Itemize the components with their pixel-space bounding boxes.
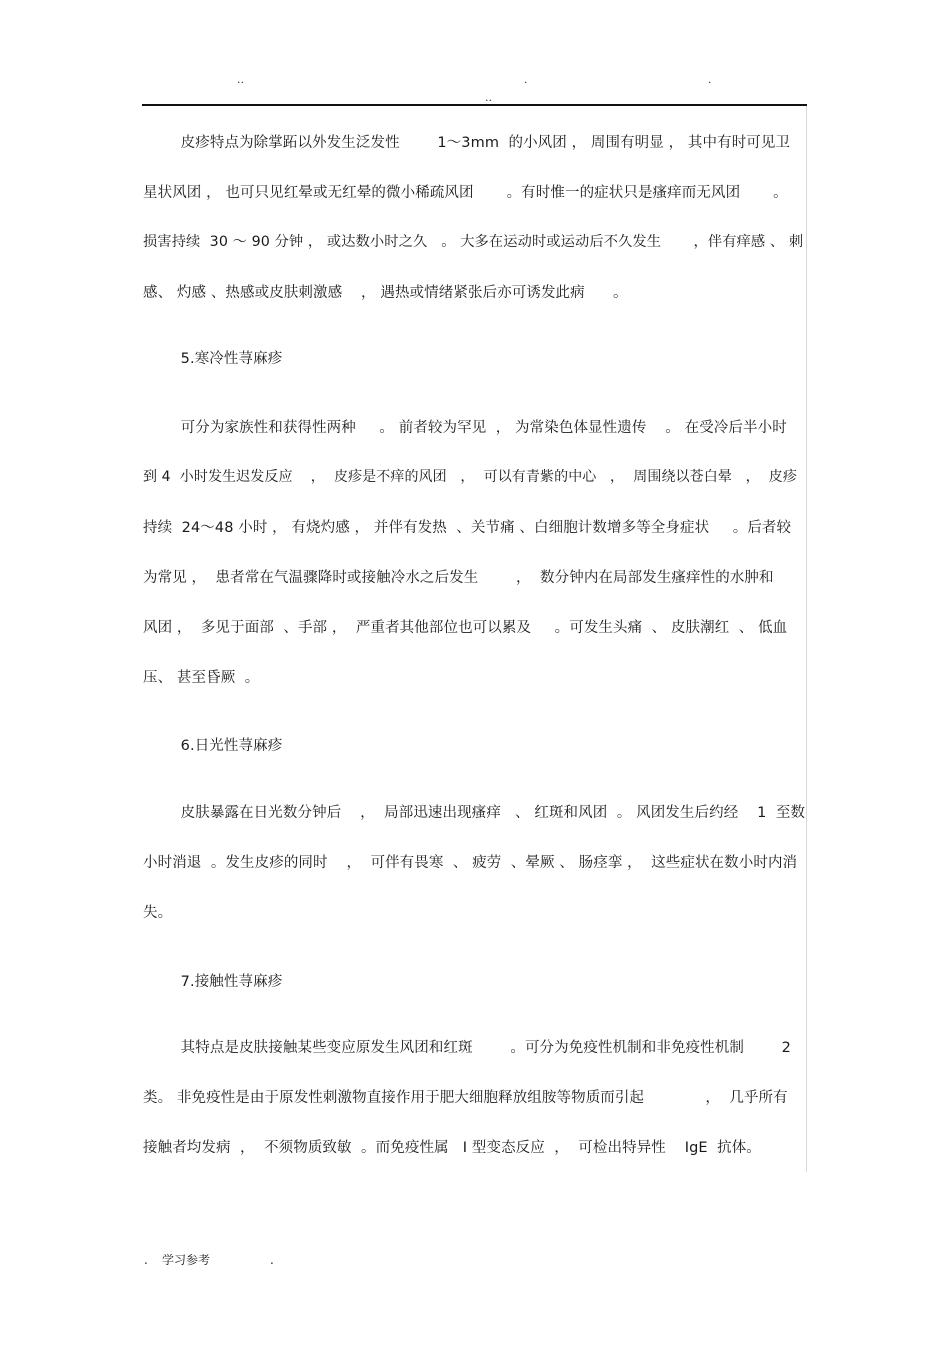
body-line: 类。 非免疫性是由于原发性刺激物直接作用于肥大细胞释放组胺等物质而引起 ， 几乎所有: [143, 1090, 788, 1106]
body-line: 皮肤暴露在日光数分钟后 ， 局部迅速出现瘙痒 、 红斑和风团 。 风团发生后约经 1 至数: [143, 805, 806, 821]
footer-dot-right: .: [270, 1253, 274, 1267]
footer-label: 学习参考: [162, 1253, 211, 1267]
body-line: 感、 灼感 、热感或皮肤刺激感 ， 遇热或情绪紧张后亦可诱发此病 。: [143, 285, 628, 301]
body-line: 可分为家族性和获得性两种 。 前者较为罕见 ， 为常染色体显性遗传 。 在受冷后半小时: [143, 420, 787, 436]
body-line: 压、 甚至昏厥 。: [143, 670, 260, 686]
header-dots-left: ..: [237, 73, 244, 86]
body-line: 风团 ， 多见于面部 、手部 ， 严重者其他部位也可以累及 。可发生头痛 、 皮肤潮红 、 低血: [143, 620, 788, 636]
body-line: 接触者均发病 ， 不须物质致敏 。而免疫性属 Ⅰ 型变态反应 ， 可检出特异性 IgE 抗体。: [143, 1140, 761, 1156]
body-line: 持续 24～48 小时 ， 有烧灼感 ， 并伴有发热 、关节痛 、白细胞计数增多等全身症状 。后者较: [143, 520, 792, 536]
section-heading: 5.寒冷性荨麻疹: [143, 351, 283, 367]
body-line: 其特点是皮肤接触某些变应原发生风团和红斑 。可分为免疫性机制和非免疫性机制 2: [143, 1040, 791, 1056]
body-line: 为常见 ， 患者常在气温骤降时或接触冷水之后发生 ， 数分钟内在局部发生瘙痒性的水肿和: [143, 570, 774, 586]
body-line: 失。: [143, 905, 173, 921]
body-line: 皮疹特点为除掌跖以外发生泛发性 1～3mm 的小风团 ， 周围有明显 ， 其中有时可见卫: [143, 135, 791, 151]
section-heading: 6.日光性荨麻疹: [143, 738, 283, 754]
body-line: 星状风团 ， 也可只见红晕或无红晕的微小稀疏风团 。有时惟一的症状只是瘙痒而无风团 。: [143, 185, 788, 201]
header-dots-center-low: ..: [485, 91, 492, 104]
footer-dot-left: .: [144, 1253, 148, 1267]
header-dot-right: .: [708, 73, 712, 86]
header-rule: [142, 104, 807, 106]
body-line: 损害持续 30 ～ 90 分钟 ， 或达数小时之久 。 大多在运动时或运动后不久发生 ，伴有痒感 、 刺: [143, 234, 804, 250]
section-heading: 7.接触性荨麻疹: [143, 974, 283, 990]
header-dot-center: .: [524, 73, 528, 86]
body-line: 到 4 小时发生迟发反应 ， 皮疹是不痒的风团 ， 可以有青紫的中心 ， 周围绕以苍白晕 ， 皮疹: [143, 469, 798, 485]
body-line: 小时消退 。发生皮疹的同时 ， 可伴有畏寒 、 疲劳 、晕厥 、 肠痉挛 ， 这些症状在数小时内消: [143, 855, 798, 871]
